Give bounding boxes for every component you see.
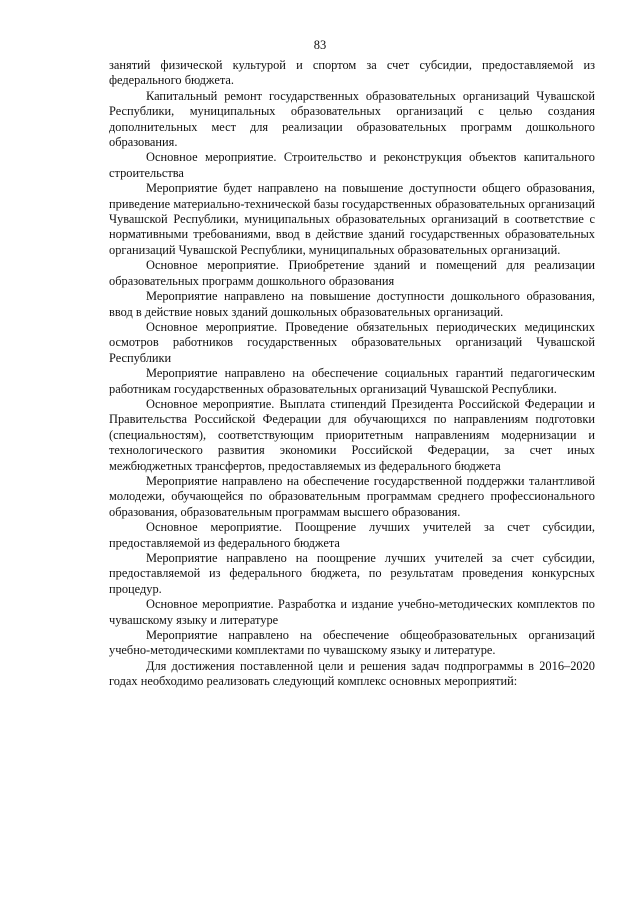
paragraph-capital-repair: Капитальный ремонт государственных образовательных организаций Чувашской Республики, муниципальных образовательных организаций с целью создания дополнительных мест для реализации образовательных программ дошкольного образования. bbox=[109, 88, 595, 150]
paragraph-buildings-acquisition-description: Мероприятие направлено на повышение доступности дошкольного образования, ввод в действие новых зданий дошкольных образовательных организаций. bbox=[109, 289, 595, 319]
page-number: 83 bbox=[313, 38, 327, 52]
paragraph-main-event-best-teachers: Основное мероприятие. Поощрение лучших учителей за счет субсидии, предоставляемой из федерального бюджета bbox=[109, 520, 595, 550]
paragraph-best-teachers-description: Мероприятие направлено на поощрение лучших учителей за счет субсидии, предоставляемой из федерального бюджета, по результатам проведения конкурсных процедур. bbox=[109, 551, 595, 596]
paragraph-medical-exams-description: Мероприятие направлено на обеспечение социальных гарантий педагогическим работникам государственных образовательных организаций Чувашской Республики. bbox=[109, 366, 595, 396]
paragraph-continuation: занятий физической культурой и спортом за счет субсидии, предоставляемой из федерального бюджета. bbox=[109, 58, 595, 88]
body-text bbox=[109, 58, 595, 690]
paragraph-construction-description: Мероприятие будет направлено на повышение доступности общего образования, приведение материально-технической базы государственных образовательных организаций Чувашской Республики, муниципальных образовательных организаций в соответствие с нормативными требованиями, ввод в действие зданий государственных образовательных организаций Чувашской Республики, муниципальных образовательных организаций. bbox=[109, 181, 595, 257]
paragraph-main-event-medical-exams: Основное мероприятие. Проведение обязательных периодических медицинских осмотров работников государственных образовательных организаций Чувашской Республики bbox=[109, 319, 595, 365]
paragraph-summary: Для достижения поставленной цели и решения задач подпрограммы в 2016–2020 годах необходимо реализовать следующий комплекс основных мероприятий: bbox=[109, 658, 595, 689]
paragraph-scholarships-description: Мероприятие направлено на обеспечение государственной поддержки талантливой молодежи, обучающейся по образовательным программам среднего профессионального образования, образовательным программам высшего образования. bbox=[109, 473, 595, 519]
paragraph-main-event-buildings-acquisition: Основное мероприятие. Приобретение зданий и помещений для реализации образовательных программ дошкольного образования bbox=[109, 258, 595, 288]
paragraph-main-event-chuvash-materials: Основное мероприятие. Разработка и издание учебно-методических комплектов по чувашскому языку и литературе bbox=[109, 597, 595, 627]
paragraph-main-event-construction: Основное мероприятие. Строительство и реконструкция объектов капитального строительства bbox=[109, 150, 595, 180]
paragraph-chuvash-materials-description: Мероприятие направлено на обеспечение общеобразовательных организаций учебно-методическими комплектами по чувашскому языку и литературе. bbox=[109, 628, 595, 658]
paragraph-main-event-scholarships: Основное мероприятие. Выплата стипендий Президента Российской Федерации и Правительства Российской Федерации для обучающихся по направлениям подготовки (специальностям), соответствующим приоритетным направлениям модернизации и технологического развития экономики Российской Федерации, за счет иных межбюджетных трансфертов, предоставляемых из федерального бюджета bbox=[109, 396, 595, 473]
